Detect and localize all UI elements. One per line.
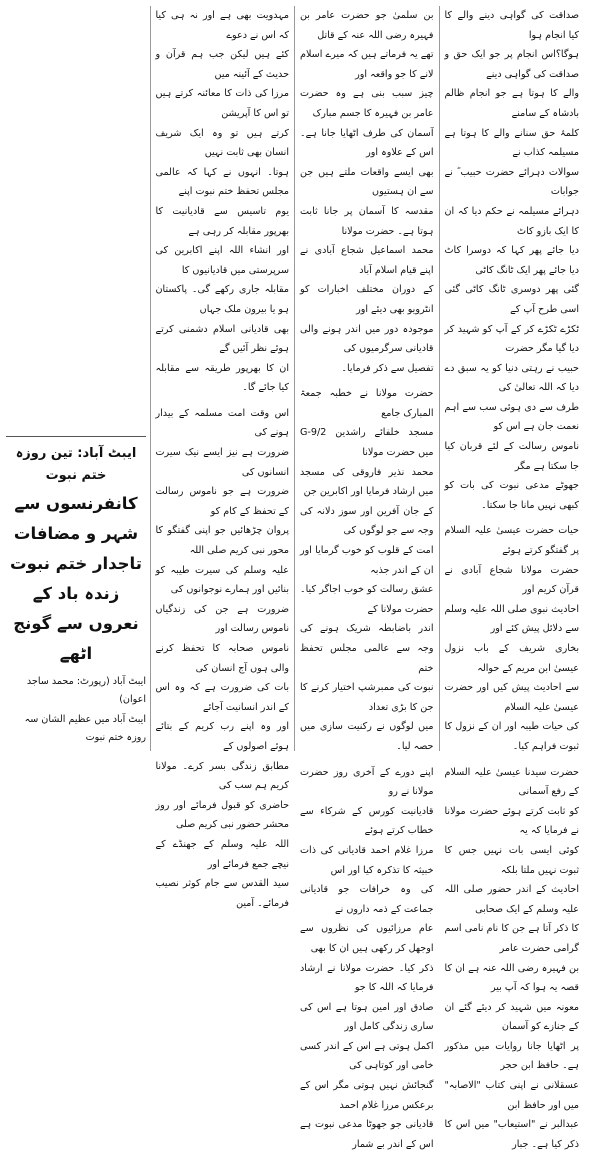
news-item-abbottabad bbox=[6, 432, 146, 749]
paragraph: اس وقت امت مسلمہ کے بیدار ہونے کی ضرورت ہے نیز ایسے نیک سیرت انسانوں کی ضرورت ہے جو ناموس رسالت کے تحفظ کے کام کو پروان چڑھائیں جو اپنی گفتگو کا محور نبی کریم صلی اللہ علیہ وسلم کی سیرت طیبہ کو بنائیں اور ہمارے نوجوانوں کی ضرورت ہے جن کی زندگیاں ناموس رسالت اور ناموس صحابہ کا تحفظ کرنے والی ہوں آج انسان کی بات کی ضرورت ہے کہ وہ اس کے اندر انسانیت آجائے اور وہ اپنے رب کریم کے بتائے ہوئے اصولوں کے مطابق زندگی بسر کرے۔ مولانا کریم ہم سب کی حاضری کو قبول فرمائے اور روز محشر حضور نبی کریم صلی اللہ علیہ وسلم کے جھنڈے کے نیچے جمع فرمائے اور سید القدس سے جام کوثر نصیب فرمائے۔ آمین bbox=[155, 407, 289, 909]
paragraph: مہدویت بھی ہے اور نہ ہی کیا کہ اس نے دعوے کئے ہیں لیکن جب ہم قرآن و حدیث کے آئینہ میں مرزا کی ذات کا معائنہ کرتے ہیں تو اس کا آپریشن کرتے ہیں تو وہ ایک شریف انسان بھی ثابت نہیں ہوتا۔ انہوں نے کہا کہ عالمی مجلس تحفظ ختم نبوت اپنے یوم تاسیس سے قادیانیت کا بھرپور مقابلہ کر رہی ہے اور انشاء اللہ اپنے اکابرین کی سرپرستی میں قادیانیوں کا مقابلہ جاری رکھے گی۔ پاکستان ہو یا بیرون ملک جہاں بھی قادیانی اسلام دشمنی کرتے ہوئے نظر آئیں گے ان کا بھرپور طریقہ سے مقابلہ کیا جائے گا۔ bbox=[155, 10, 289, 394]
headline-big: کانفرنسوں سے شہر و مضافات تاجدار ختم نبوت زندہ باد کے نعروں سے گونج اٹھے bbox=[10, 494, 142, 663]
column-3 bbox=[151, 6, 296, 909]
divider bbox=[6, 436, 146, 437]
column-2 bbox=[295, 6, 440, 1150]
headline-small: ایبٹ آباد: تین روزہ ختم نبوت bbox=[15, 446, 137, 483]
paragraph: صداقت کی گواہی دینے والے کا کیا انجام ہوا ہوگا؟اس انجام پر جو ایک حق و صداقت کی گواہی دینے والے کا ہوتا ہے جو انجام ظالم بادشاہ کے سامنے کلمۂ حق سنانے والے کا ہوتا ہے مسیلمہ کذاب نے سوالات دہرائے حضرت حبیب ؓ نے جوابات دہرائے مسیلمہ نے حکم دیا کہ ان کا ایک بازو کاٹ دیا جائے پھر کہا کہ دوسرا کاٹ دیا جائے پھر ایک ٹانگ کاٹی گئی پھر دوسری ٹانگ کاٹی گئی اسی طرح آپ کے ٹکڑے ٹکڑے کر کے آپ کو شہید کر دیا گیا مگر حضرت حبیب نے رہتی دنیا کو یہ سبق دے دیا کہ اللہ تعالیٰ کی طرف سے دی ہوئی سب سے اہم نعمت جان ہے اس کو ناموس رسالت کے لئے قربان کیا جا سکتا ہے مگر جھوٹے مدعی نبوت کی بات کو کبھی نہیں مانا جا سکتا۔ bbox=[444, 10, 579, 511]
paragraph: اپنے دورے کے آخری روز حضرت مولانا نے رو قادیانیت کورس کے شرکاء سے خطاب کرتے ہوئے مرزا غلام احمد قادیانی کی ذات خبیثہ کا تذکرہ کیا اور اس کی وہ خرافات جو قادیانی جماعت کے ذمہ داروں نے عام مرزائیوں کی نظروں سے اوجھل کر رکھی ہیں ان کا بھی ذکر کیا۔ حضرت مولانا نے ارشاد فرمایا کہ اللہ کا جو صادق اور امین ہوتا ہے اس کی ساری زندگی کامل اور اکمل ہوتی ہے اس کے اندر کسی خامی اور کوتاہی کی گنجائش نہیں ہوتی مگر اس کے برعکس مرزا غلام احمد قادیانی جو جھوٹا مدعی نبوت ہے اس کے اندر بے شمار bbox=[300, 766, 434, 1150]
report-text: ایبٹ آباد میں عظیم الشان سہ روزہ ختم نبوت bbox=[24, 714, 146, 743]
paragraph: بن سلمیٰ جو حضرت عامر بن فہیرہ رضی اللہ عنہ کے قاتل تھے یہ فرماتے ہیں کہ میرے اسلام لانے کا جو واقعہ اور چیز سبب بنی ہے وہ حضرت عامر بن فہیرہ کا جسم مبارک آسمان کی طرف اٹھایا جانا ہے۔ اس کے علاوہ اور بھی ایسے واقعات ملتے ہیں جن سے ان ہستیوں مقدسہ کا آسمان پر جانا ثابت ہوتا ہے۔ حضرت مولانا محمد اسماعیل شجاع آبادی نے اپنے قیام اسلام آباد کے دوران مختلف اخبارات کو انٹرویو بھی دیئے اور موجودہ دور میں اندر ہونے والی قادیانی سرگرمیوں کی تفصیل سے ذکر فرمایا۔ bbox=[300, 10, 434, 374]
paragraph: حضرت سیدنا عیسیٰ علیہ السلام کے رفع آسمانی کو ثابت کرتے ہوئے حضرت مولانا نے فرمایا کہ یہ کوئی ایسی بات نہیں جس کا ثبوت نہیں ملتا بلکہ احادیث کے اندر حضور صلی اللہ علیہ وسلم کے ایک صحابی کا ذکر آتا ہے جن کا نام نامی اسم گرامی حضرت عامر بن فہیرہ رضی اللہ عنہ ہے ان کا قصہ یہ ہوا کہ آپ بیر معونہ میں شہید کر دیئے گئے ان کے جنازے کو آسمان پر اٹھایا جانا روایات میں مذکور ہے۔ حافظ ابن حجر عسقلانی نے اپنی کتاب "الاصابہ" میں اور حافظ ابن عبدالبر نے "استیعاب" میں اس کا ذکر کیا ہے۔ جبار bbox=[444, 766, 579, 1150]
paragraph: حضرت مولانا نے خطبہ جمعۃ المبارک جامع مسجد خلفائے راشدین G-9/2 میں حضرت مولانا محمد نذیر فاروقی کی مسجد میں ارشاد فرمایا اور اکابرین جن کے جان آفرین اور سوز دلانہ کی وجہ سے جو لوگوں کی امت کے قلوب کو خوب گرمایا اور ان کے اندر جذبہ عشق رسالت کو خوب اجاگر کیا۔ حضرت مولانا کے اندر باضابطہ شریک ہونے کی وجہ سے عالمی مجلس تحفظ ختم نبوت کی ممبرشپ اختیار کرنے کا جن کا بڑی تعداد میں لوگوں نے رکنیت سازی میں حصہ لیا۔ bbox=[300, 388, 434, 752]
paragraph: حیات حضرت عیسیٰ علیہ السلام پر گفتگو کرتے ہوئے حضرت مولانا شجاع آبادی نے قرآن کریم اور احادیث نبوی صلی اللہ علیہ وسلم سے دلائل پیش کئے اور بخاری شریف کے باب نزول عیسیٰ ابن مریم کے حوالہ سے احادیث پیش کیں اور حضرت عیسیٰ علیہ السلام کی حیات طیبہ اور ان کے نزول کا ثبوت فراہم کیا۔ bbox=[444, 525, 579, 752]
report-byline: ایبٹ آباد (رپورٹ: محمد ساجد اعوان) bbox=[26, 676, 146, 705]
column-1 bbox=[440, 6, 585, 1150]
